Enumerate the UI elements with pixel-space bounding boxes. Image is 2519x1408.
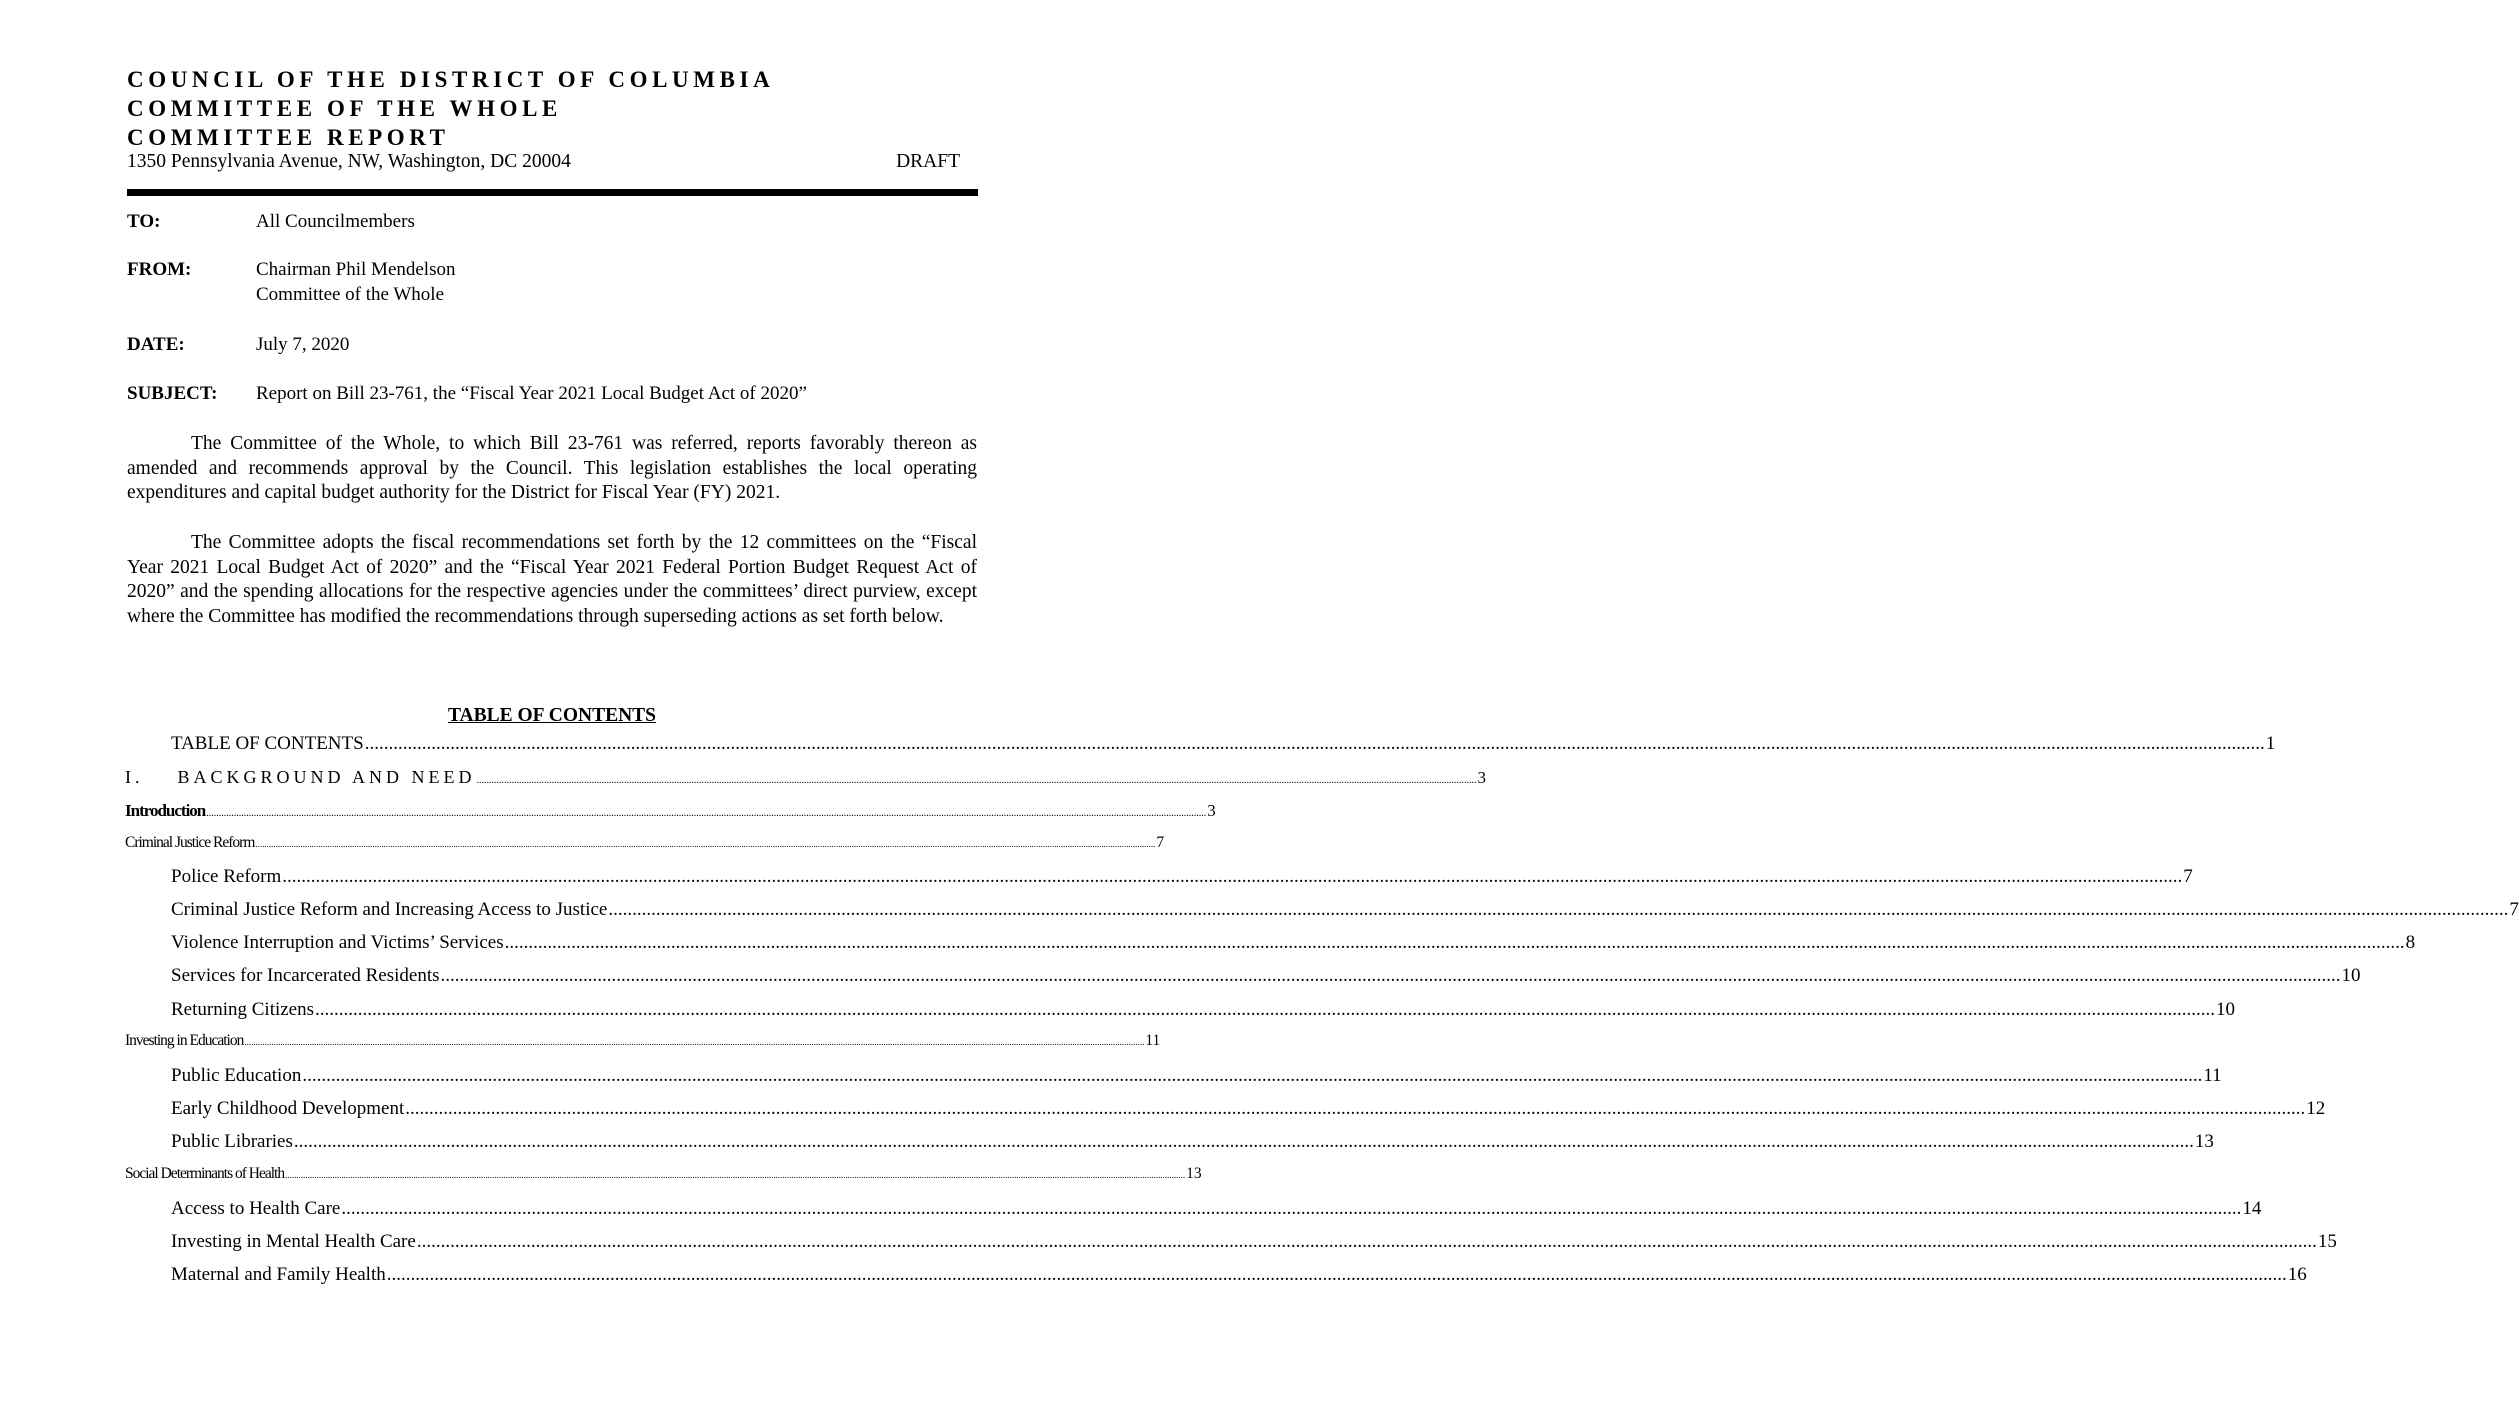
adoption-paragraph: The Committee adopts the fiscal recommendations set forth by the 12 committees on the “Fiscal Year 2021 Local Budget Act of 2020” and the “Fiscal Year 2021 Federal Portion Budget Request Act of 2020” and the spending allocations for the respective agencies under the committees’ direct purview, except where the Committee has modified the recommendations through superseding actions as set forth below. xyxy=(127,532,977,627)
toc-entry xyxy=(125,833,1165,854)
header-rule xyxy=(127,189,978,196)
toc-dot-leader: ................................................................................................................................................................................................................................................................................................................................................................................................................ xyxy=(440,965,2341,986)
from-value-committee: Committee of the Whole xyxy=(256,284,445,305)
toc-dot-leader: ................................................................................................................................................................................................................................................................................................................................................................................................................ xyxy=(504,932,2405,953)
toc-dot-leader: ................................................................................................................................................................................................................................................................................................................................................................................................................ xyxy=(405,1098,2306,1119)
date-value: July 7, 2020 xyxy=(256,334,350,355)
toc-entry-label: Access to Health Care xyxy=(171,1198,341,1219)
toc-entry-label: TABLE OF CONTENTS xyxy=(171,733,364,754)
toc-entry-page: 13 xyxy=(1186,1165,1202,1182)
toc-entry-page: 11 xyxy=(2203,1065,2222,1086)
toc-entry-label: Services for Incarcerated Residents xyxy=(171,965,440,986)
toc-entry-page: 16 xyxy=(2287,1264,2307,1285)
toc-entry-page: 1 xyxy=(2265,733,2276,754)
subject-label: SUBJECT: xyxy=(127,383,218,404)
toc-entry-label: Introduction xyxy=(125,801,206,820)
toc-entry xyxy=(125,1031,1161,1052)
toc-entry-page: 3 xyxy=(1477,768,1486,787)
intro-paragraph: The Committee of the Whole, to which Bill 23-761 was referred, reports favorably thereon as amended and recommends approval by the Council. This legislation establishes the local operating expenditures and capital budget authority for the District for Fiscal Year (FY) 2021. xyxy=(127,433,977,503)
toc-entry-label: Social Determinants of Health xyxy=(125,1165,285,1182)
toc-dot-leader: ................................................................................................................................................................................................................................................................................................................................................................................................................ xyxy=(293,1131,2194,1152)
toc-entry xyxy=(171,1263,2307,1287)
toc-entry-page: 7 xyxy=(2183,866,2193,887)
toc-dot-leader: ................................................................................................................................................................................................................................................................................................................................................................................................................ xyxy=(302,1065,2203,1086)
header-address: 1350 Pennsylvania Avenue, NW, Washington, DC 20004 xyxy=(127,151,571,172)
toc-dot-leader: ................................................................................................................................................................................................................................................................................................................................................................................................................ xyxy=(476,775,1477,786)
toc-entry-page: 11 xyxy=(1145,1032,1161,1049)
toc-dot-leader: ................................................................................................................................................................................................................................................................................................................................................................................................................ xyxy=(364,733,2265,754)
toc-title: TABLE OF CONTENTS xyxy=(447,705,657,726)
toc-entry-label: Public Libraries xyxy=(171,1131,293,1152)
toc-dot-leader: ................................................................................................................................................................................................................................................................................................................................................................................................................ xyxy=(386,1264,2287,1285)
toc-entry-page: 14 xyxy=(2242,1198,2262,1219)
toc-entry-page: 7 xyxy=(2509,899,2519,920)
subject-value: Report on Bill 23-761, the “Fiscal Year 2021 Local Budget Act of 2020” xyxy=(256,383,807,404)
toc-dot-leader: ................................................................................................................................................................................................................................................................................................................................................................................................................ xyxy=(416,1231,2317,1252)
toc-entry xyxy=(171,1197,2262,1221)
toc-entry-label: Police Reform xyxy=(171,866,282,887)
toc-entry xyxy=(171,964,2361,988)
toc-entry-label: Early Childhood Development xyxy=(171,1098,405,1119)
toc-entry-page: 3 xyxy=(1207,801,1216,820)
toc-entry-label: Public Education xyxy=(171,1065,302,1086)
toc-entry xyxy=(171,1097,2326,1121)
toc-entry-label: Violence Interruption and Victims’ Services xyxy=(171,932,504,953)
toc-entry xyxy=(171,1064,2222,1088)
toc-dot-leader: ................................................................................................................................................................................................................................................................................................................................................................................................................ xyxy=(244,1037,1145,1047)
toc-entry-page: 13 xyxy=(2194,1131,2214,1152)
toc-dot-leader: ................................................................................................................................................................................................................................................................................................................................................................................................................ xyxy=(206,808,1207,819)
toc-entry-page: 10 xyxy=(2216,999,2236,1020)
toc-entry xyxy=(171,732,2276,756)
toc-entry xyxy=(125,765,1486,793)
toc-dot-leader: ................................................................................................................................................................................................................................................................................................................................................................................................................ xyxy=(341,1198,2242,1219)
date-label: DATE: xyxy=(127,334,185,355)
toc-entry-label: Investing in Mental Health Care xyxy=(171,1231,416,1252)
toc-entry xyxy=(171,898,2519,922)
toc-entry xyxy=(171,1230,2337,1254)
draft-label: DRAFT xyxy=(896,151,960,172)
toc-entry-label: Maternal and Family Health xyxy=(171,1264,386,1285)
toc-dot-leader: ................................................................................................................................................................................................................................................................................................................................................................................................................ xyxy=(285,1170,1186,1180)
header-council: COUNCIL OF THE DISTRICT OF COLUMBIA xyxy=(127,67,775,92)
toc-entry xyxy=(125,1164,1202,1185)
toc-entry xyxy=(171,998,2236,1022)
to-value: All Councilmembers xyxy=(256,211,415,232)
toc-entry-label: Criminal Justice Reform and Increasing Access to Justice xyxy=(171,899,608,920)
toc-entry-label: Returning Citizens xyxy=(171,999,315,1020)
toc-entry-page: 15 xyxy=(2317,1231,2337,1252)
toc-entry-page: 12 xyxy=(2306,1098,2326,1119)
from-value-name: Chairman Phil Mendelson xyxy=(256,259,456,280)
toc-entry-label: Investing in Education xyxy=(125,1032,244,1049)
toc-entry-page: 10 xyxy=(2341,965,2361,986)
toc-dot-leader: ................................................................................................................................................................................................................................................................................................................................................................................................................ xyxy=(255,839,1156,849)
toc-entry-page: 7 xyxy=(1156,834,1165,851)
to-label: TO: xyxy=(127,211,161,232)
header-committee: COMMITTEE OF THE WHOLE xyxy=(127,96,562,121)
toc-entry xyxy=(171,931,2416,955)
toc-entry xyxy=(171,865,2193,889)
toc-dot-leader: ................................................................................................................................................................................................................................................................................................................................................................................................................ xyxy=(608,899,2509,920)
toc-dot-leader: ................................................................................................................................................................................................................................................................................................................................................................................................................ xyxy=(282,866,2183,887)
toc-dot-leader: ................................................................................................................................................................................................................................................................................................................................................................................................................ xyxy=(315,999,2216,1020)
toc-entry-label: Criminal Justice Reform xyxy=(125,834,255,851)
header-report: COMMITTEE REPORT xyxy=(127,125,450,150)
toc-entry xyxy=(171,1130,2214,1154)
from-label: FROM: xyxy=(127,259,192,280)
toc-entry-label: I. BACKGROUND AND NEED xyxy=(125,767,476,787)
toc-entry xyxy=(125,800,1216,825)
toc-entry-page: 8 xyxy=(2405,932,2416,953)
